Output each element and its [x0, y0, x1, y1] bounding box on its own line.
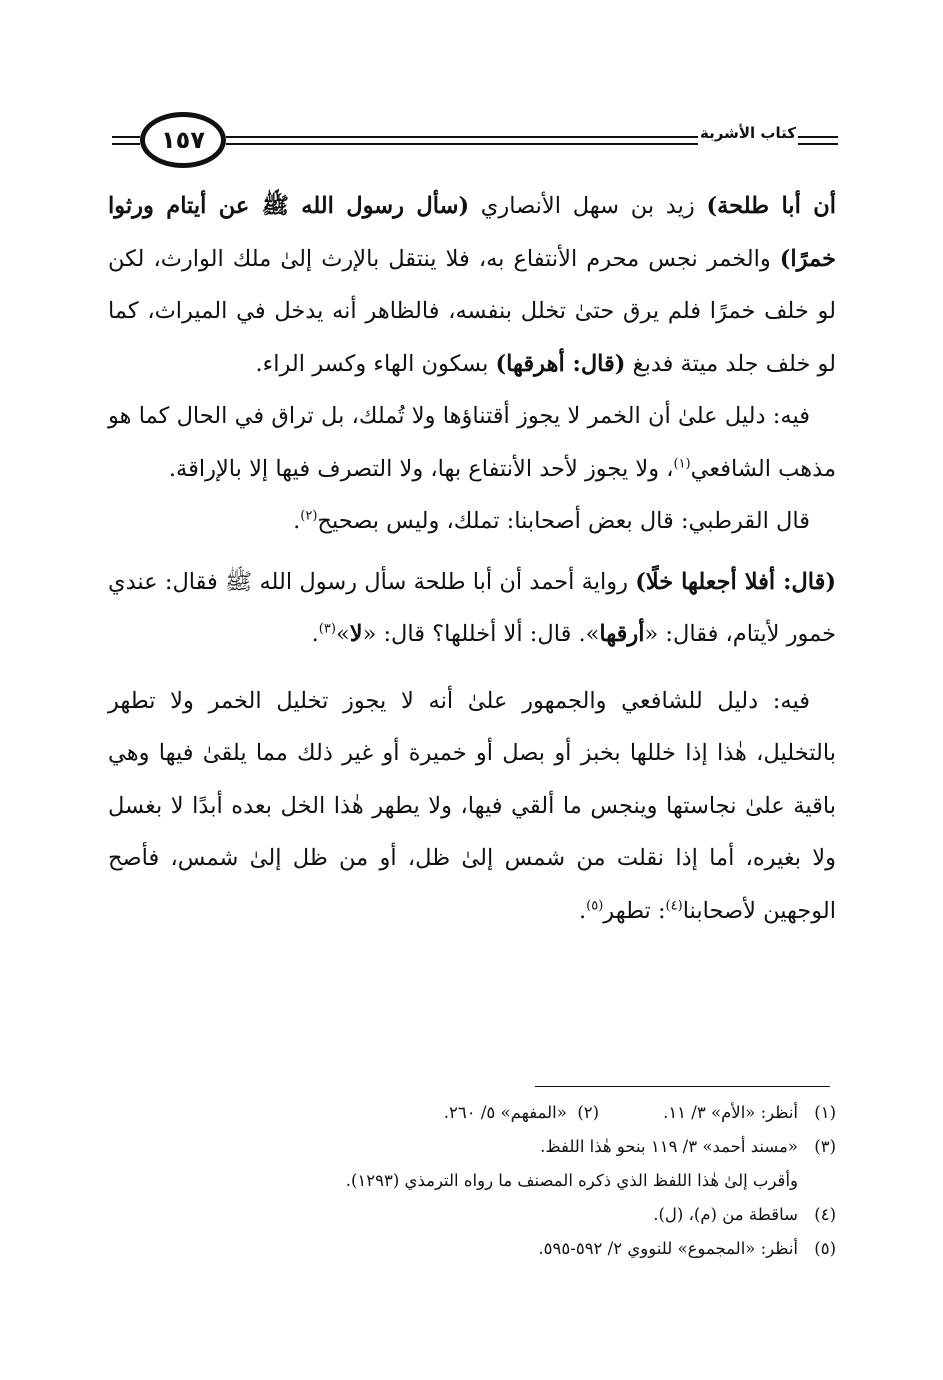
quoted-phrase: أن أبا طلحة)	[706, 193, 836, 219]
footnote-ref[interactable]: (٥)	[586, 898, 604, 913]
paragraph-2	[108, 390, 836, 495]
header-rule	[226, 143, 698, 145]
footnote-separator	[535, 1086, 830, 1087]
running-header	[108, 112, 838, 172]
footnote-text: ساقطة من (م)، (ل).	[653, 1205, 798, 1224]
commentary-text: : تطهر	[603, 897, 666, 924]
footnote-4	[108, 1198, 836, 1232]
quoted-phrase: (قال: أهرقها)	[495, 350, 626, 377]
footnote-3-continuation	[108, 1164, 836, 1198]
footnote-ref[interactable]: (٢)	[300, 508, 318, 524]
header-rule	[226, 136, 698, 138]
book-title: كتاب الأشربة	[700, 124, 796, 142]
header-rule	[112, 143, 140, 145]
footnote-ref[interactable]: (٤)	[665, 898, 683, 913]
commentary-text: قال القرطبي: قال بعض أصحابنا: تملك، وليس بصحيح	[317, 508, 810, 534]
footnote-ref[interactable]: (٣)	[318, 621, 336, 637]
quoted-phrase: أرقها	[599, 621, 645, 647]
commentary-text: .	[579, 897, 587, 924]
page-number: ١٥٧	[140, 112, 226, 168]
footnote-ref[interactable]: (١)	[673, 456, 691, 471]
footnote-text: أنظر: «الأم» ٣/ ١١.	[663, 1103, 798, 1122]
commentary-text: بسكون الهاء وكسر الراء.	[255, 350, 496, 377]
commentary-text: والخمر نجس محرم الأنتفاع به، فلا ينتقل بالإرث إلىٰ ملك الوارث، لكن لو خلف خمرًا فلم يرق حتىٰ تخلل بنفسه، فالظاهر أنه يدخل في الميراث، كما لو خلف جلد ميتة فدبغ	[108, 245, 836, 377]
header-rule	[798, 136, 838, 138]
commentary-text: زيد بن سهل الأنصاري	[469, 193, 707, 219]
commentary-text: .	[293, 508, 301, 534]
commentary-text: ، ولا يجوز لأحد الأنتفاع بها، ولا التصرف فيها إلا بالإراقة.	[168, 455, 674, 482]
paragraph-1	[108, 180, 836, 390]
footnote-text: وأقرب إلىٰ هٰذا اللفظ الذي ذكره المصنف ما رواه الترمذي (١٢٩٣).	[345, 1171, 798, 1190]
footnote-text: «المفهم» ٥/ ٢٦٠.	[443, 1103, 567, 1122]
paragraph-5	[108, 675, 836, 938]
footnote-number: (٤)	[814, 1205, 836, 1224]
footnote-5	[108, 1232, 836, 1266]
commentary-text: ». قال: ألا أخللها؟ قال: «	[362, 621, 600, 647]
footnote-number: (٥)	[814, 1239, 836, 1258]
paragraph-3	[108, 495, 836, 548]
footnote-text: أنظر: «المجموع» للنووي ٢/ ٥٩٢-٥٩٥.	[538, 1239, 798, 1258]
paragraph-4	[108, 556, 836, 661]
quoted-phrase: (سأل رسول الله ﷺ عن أيتام ورثوا خمرًا)	[108, 193, 836, 272]
commentary-text: »	[335, 621, 350, 647]
main-text	[108, 180, 836, 937]
header-rule	[112, 136, 140, 138]
footnote-3	[108, 1130, 836, 1164]
footnote-number: (١)	[814, 1103, 836, 1122]
footnote-number: (٢)	[577, 1103, 600, 1122]
header-rule	[798, 143, 838, 145]
footnote-1	[108, 1096, 836, 1130]
footnotes	[108, 1096, 836, 1266]
quoted-phrase: لا	[349, 621, 363, 647]
quoted-phrase: (قال: أفلا أجعلها خلًا)	[635, 568, 836, 595]
commentary-text: .	[311, 621, 319, 647]
footnote-number: (٣)	[814, 1137, 836, 1156]
commentary-text: فيه: دليل للشافعي والجمهور علىٰ أنه لا يجوز تخليل الخمر ولا تطهر بالتخليل، هٰذا إذا خللها بخبز أو بصل أو خميرة أو غير ذلك مما يلقىٰ فيها وهي باقية علىٰ نجاستها وينجس ما ألقي فيها، ولا يطهر هٰذا الخل بعده أبدًا لا بغسل ولا بغيره، أما إذا نقلت من شمس إلىٰ ظل، أو من ظل إلىٰ شمس، فأصح الوجهين لأصحابنا	[108, 687, 836, 924]
commentary-text: رواية أحمد أن أبا طلحة سأل رسول الله ﷺ فقال: عندي خمور لأيتام، فقال: «	[108, 568, 836, 647]
commentary-text: فيه: دليل علىٰ أن الخمر لا يجوز أقتناؤها ولا تُملك، بل تراق في الحال كما هو مذهب الشافعي	[108, 403, 836, 482]
footnote-text: «مسند أحمد» ٣/ ١١٩ بنحو هٰذا اللفظ.	[540, 1137, 798, 1156]
